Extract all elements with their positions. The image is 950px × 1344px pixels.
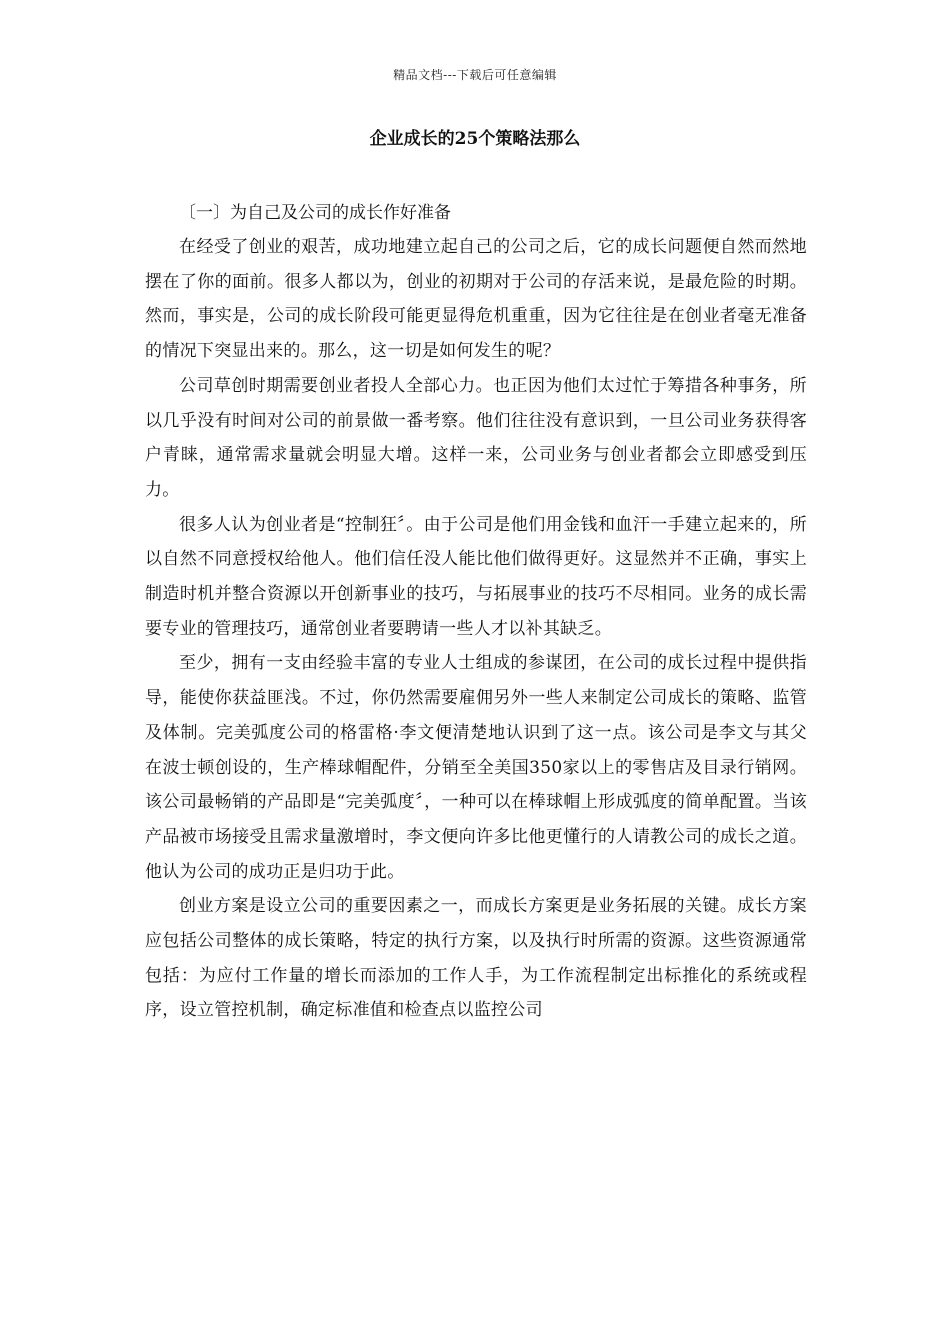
paragraph: 创业方案是设立公司的重要因素之一，而成长方案更是业务拓展的关键。成长方案应包括公司整体的成长策略，特定的执行方案，以及执行时所需的资源。这些资源通常包括：为应付工作量的增长而添加的工作人手，为工作流程制定出标推化的系统或程序，设立管控机制，确定标准值和检查点以监控公司 bbox=[145, 896, 807, 1021]
paragraph: 在经受了创业的艰苦，成功地建立起自己的公司之后，它的成长问题便自然而然地摆在了你的面前。很多人都以为，创业的初期对于公司的存活来说，是最危险的时期。然而，事实是，公司的成长阶段可能更显得危机重重，因为它往往是在创业者毫无准备的情况下突显出来的。那么，这一切是如何发生的呢？ bbox=[145, 237, 807, 362]
section-heading: 〔一〕为自己及公司的成长作好准备 bbox=[179, 203, 451, 223]
paragraph: 至少，拥有一支由经验丰富的专业人士组成的参谋团，在公司的成长过程中提供指导，能使你获益匪浅。不过，你仍然需要雇佣另外一些人来制定公司成长的策略、监管及体制。完美弧度公司的格雷格·李文便清楚地认识到了这一点。该公司是李文与其父在波士顿创设的，生产棒球帽配件，分销至全美国350家以上的零售店及目录行销网。该公司最畅销的产品即是“完美弧度〞，一种可以在棒球帽上形成弧度的简单配置。当该产品被市场接受且需求量激增时，李文便向许多比他更懂行的人请教公司的成长之道。他认为公司的成功正是归功于此。 bbox=[145, 653, 807, 882]
paragraph: 公司草创时期需要创业者投人全部心力。也正因为他们太过忙于筹措各种事务，所以几乎没有时间对公司的前景做一番考察。他们往往没有意识到，一旦公司业务获得客户青睐，通常需求量就会明显大增。这样一来，公司业务与创业者都会立即感受到压力。 bbox=[145, 375, 807, 500]
document-body bbox=[145, 196, 807, 1028]
page-header: 精品文档---下载后可任意编辑 bbox=[393, 68, 557, 82]
document-title: 企业成长的25个策略法那么 bbox=[369, 129, 581, 149]
paragraph: 很多人认为创业者是“控制狂〞。由于公司是他们用金钱和血汗一手建立起来的，所以自然不同意授权给他人。他们信任没人能比他们做得更好。这显然并不正确，事实上制造时机并整合资源以开创新事业的技巧，与拓展事业的技巧不尽相同。业务的成长需要专业的管理技巧，通常创业者要聘请一些人才以补其缺乏。 bbox=[145, 514, 807, 639]
